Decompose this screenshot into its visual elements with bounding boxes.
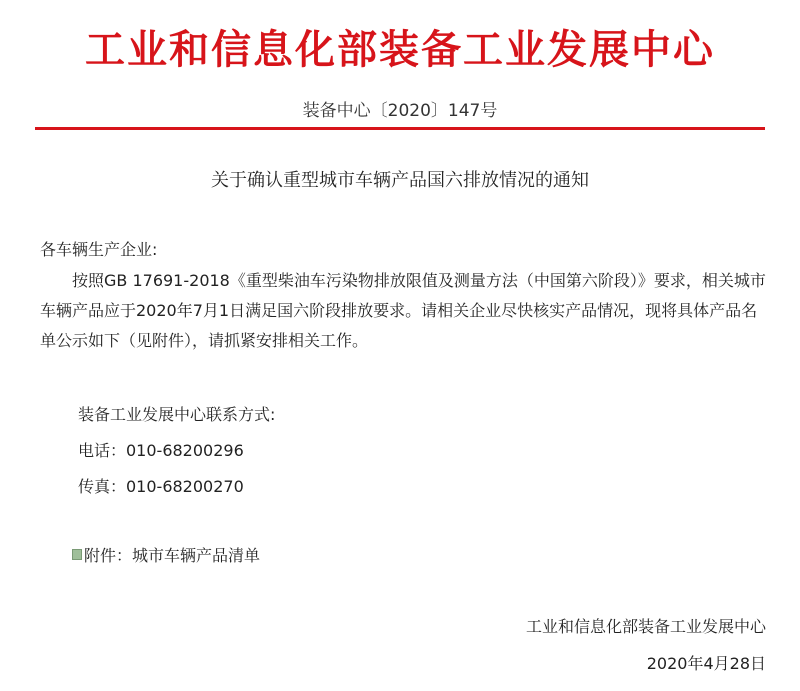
contact-fax: 传真：010-68200270 <box>78 477 244 496</box>
attachment-label: 附件：城市车辆产品清单 <box>84 546 261 565</box>
attachment-link[interactable] <box>72 543 260 566</box>
doc-number: 装备中心〔2020〕147号 <box>302 101 498 121</box>
signature-date: 2020年4月28日 <box>646 654 766 673</box>
contact-title: 装备工业发展中心联系方式: <box>78 405 276 424</box>
org-title: 工业和信息化部装备工业发展中心 <box>85 26 715 73</box>
contact-phone: 电话：010-68200296 <box>78 441 244 460</box>
signature-org: 工业和信息化部装备工业发展中心 <box>525 617 766 636</box>
attachment-icon <box>72 549 82 560</box>
recipient: 各车辆生产企业: <box>40 240 158 259</box>
notice-title: 关于确认重型城市车辆产品国六排放情况的通知 <box>211 170 589 191</box>
notice-body: 按照GB 17691-2018《重型柴油车污染物排放限值及测量方法（中国第六阶段）》要求，相关城市车辆产品应于2020年7月1日满足国六阶段排放要求。请相关企业尽快核实产品情况，现将具体产品名单公示如下（见附件），请抓紧安排相关工作。 <box>40 271 766 350</box>
header-divider <box>35 127 765 130</box>
